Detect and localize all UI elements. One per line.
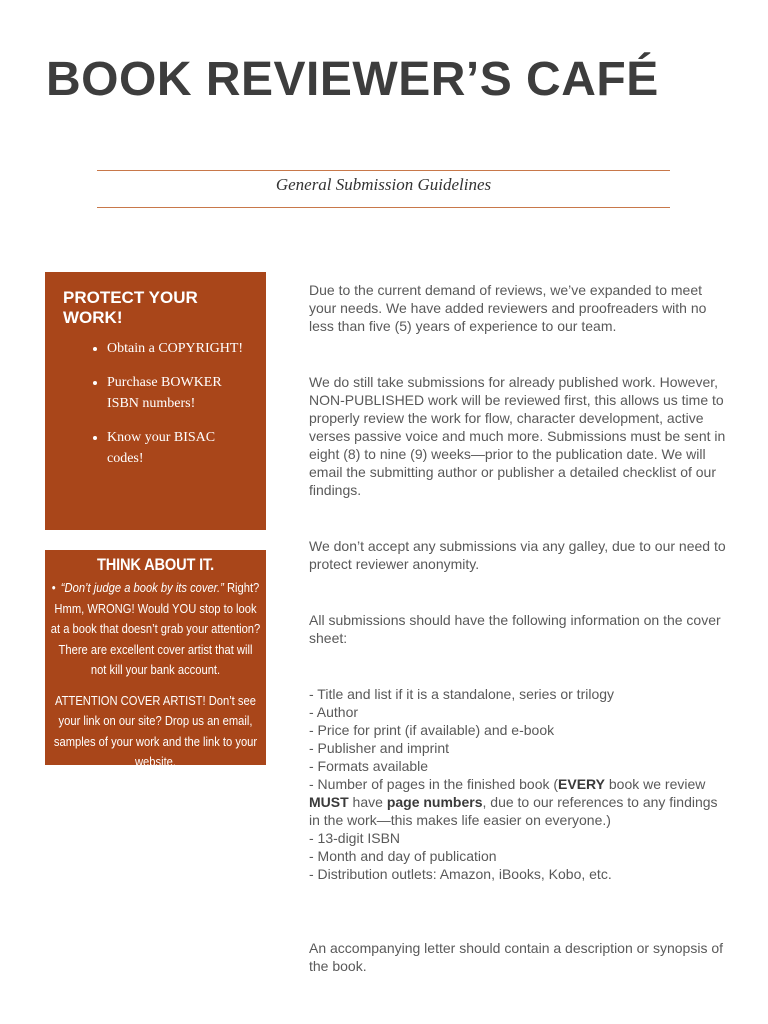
think-quote: “Don’t judge a book by its cover.” [60,580,224,595]
page-subtitle: General Submission Guidelines [275,175,492,194]
think-text-2: ATTENTION COVER ARTIST! Don’t see your link on our site? Drop us an email, samples of your work and the link to your website. [53,692,258,769]
think-text-1: Right? Hmm, WRONG! Would YOU stop to look at a book that doesn’t grab your attention? There are excellent cover artist that will not kill your bank account. [50,580,261,677]
protect-heading: PROTECT YOUR WORK! [63,288,198,327]
list-item: - Month and day of publication [309,848,497,864]
think-about-it-box [45,550,266,769]
list-item: - Distribution outlets: Amazon, iBooks, Kobo, etc. [309,866,612,882]
letter-paragraph: An accompanying letter should contain a description or synopsis of the book. [309,940,724,974]
published-work-paragraph: We do still take submissions for already published work. However, NON-PUBLISHED work will be reviewed first, this allows us time to properly review the work for flow, character development, active verses passive voice and much more. Submissions must be sent in eight (8) to nine (9) weeks—prior to the publication date. We will email the submitting author or publisher a detailed checklist of our findings. [309,374,726,498]
think-paragraph-1 [50,578,261,681]
main-content [309,281,729,975]
list-item [309,775,729,829]
list-item: • Know your BISAC codes! [107,427,252,469]
pages-text-c: book we review [604,776,706,792]
list-item: - 13-digit ISBN [309,830,401,846]
list-item: - Publisher and imprint [309,740,450,756]
divider-bottom [97,207,670,208]
galley-paragraph: We don’t accept any submissions via any galley, due to our need to protect reviewer anonymity. [309,538,726,572]
list-item: - Title and list if it is a standalone, series or trilogy [309,686,615,702]
emphasis-every: EVERY [558,776,605,792]
list-item: • Obtain a COPYRIGHT! [107,338,252,359]
pages-text-g: , due to our references to any findings in the work—this makes life easier on everyone.) [309,794,718,828]
list-item: - Author [309,704,359,720]
requirements-list [309,685,729,883]
protect-list [63,338,252,469]
list-item: • Purchase BOWKER ISBN numbers! [107,372,252,414]
divider-top [97,170,670,171]
list-item: - Formats available [309,758,429,774]
pages-text-e: have [348,794,387,810]
protect-your-work-box [45,272,266,530]
think-heading: THINK ABOUT IT. [96,555,215,574]
cover-sheet-paragraph: All submissions should have the following information on the cover sheet: [309,612,721,646]
pages-text-a: - Number of pages in the finished book ( [309,776,559,792]
page-title: BOOK REVIEWER’S CAFÉ [46,53,659,106]
emphasis-page-numbers: page numbers [386,794,483,810]
emphasis-must: MUST [309,794,349,810]
list-item: - Price for print (if available) and e-book [309,722,555,738]
intro-paragraph: Due to the current demand of reviews, we’ve expanded to meet your needs. We have added reviewers and proofreaders with no less than five (5) years of experience to our team. [309,282,707,334]
bullet-icon: • [51,580,56,595]
